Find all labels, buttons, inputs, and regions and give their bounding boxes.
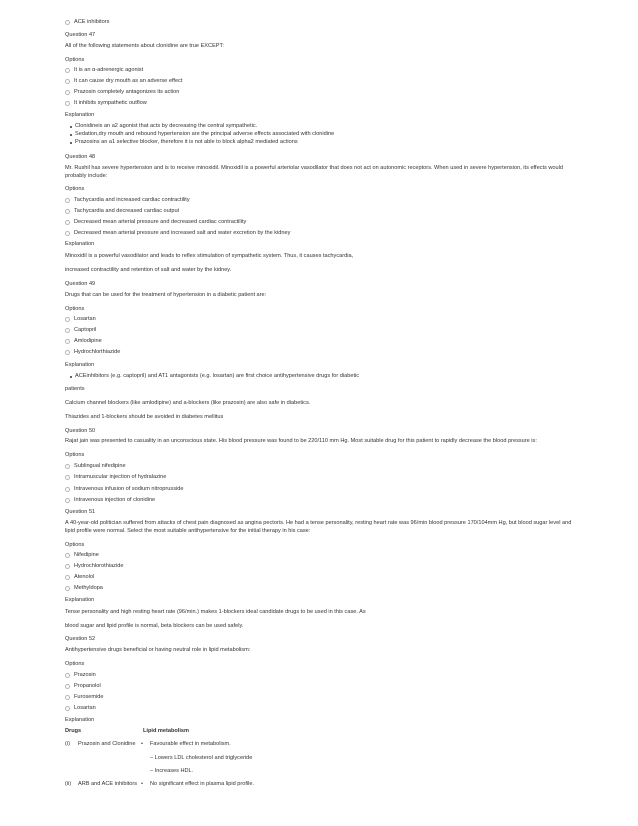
question-52-title: Question 52 [65,636,96,642]
options-label: Options [65,452,85,458]
q47-option-1[interactable]: It is an α-adrenergic agonist [65,67,143,74]
q49-option-2[interactable]: Captopril [65,327,96,334]
table-row-num: (ii) [65,781,72,787]
question-49-title: Question 49 [65,281,96,287]
table-row-effect: – Lowers LDL cholesterol and triglyceride [150,755,253,761]
q47-explanation-bullet: Prazosins an a1 selective blocker, therefore it is not able to block alpha2 mediated actions [75,139,298,145]
radio-icon[interactable] [65,575,70,580]
q51-option-3[interactable]: Atenolol [65,574,94,581]
q49-option-1[interactable]: Losartan [65,316,96,323]
q47-explanation-bullet: Sedation,dry mouth and rebound hypertension are the principal adverse effects associated with clonidine [75,131,335,137]
question-50-text: Rajat jain was presented to casuality in an unconscious state. His blood pressure was found to be 220/110 mm Hg. Most suitable drug for this patient to rapidly decrease the blood pressure is: [65,438,537,444]
q50-option-1[interactable]: Sublingual nifedipine [65,463,126,470]
question-50-title: Question 50 [65,428,96,434]
table-row-bullet: • [141,781,143,787]
question-52-text: Antihypertensive drugs beneficial or having neutral role in lipid metabolism: [65,647,251,653]
options-label: Options [65,57,85,63]
q49-explanation-line: Thiazides and 1-blockers should be avoided in diabetes mellitus [65,414,224,420]
q52-option-1[interactable]: Prazosin [65,672,96,679]
radio-icon[interactable] [65,464,70,469]
q48-explanation-line: Minoxidil is a powerful vasodilator and leads to reflex stimulation of sympathetic system. Thus, it causes tachycardia, [65,253,354,259]
q47-option-4[interactable]: It inhibits sympathetic outflow [65,100,147,107]
explanation-label: Explanation [65,362,95,368]
radio-icon[interactable] [65,68,70,73]
options-label: Options [65,542,85,548]
table-row-drug: ARB and ACE inhibitors [78,781,138,787]
radio-icon[interactable] [65,706,70,711]
radio-icon[interactable] [65,328,70,333]
q48-option-2[interactable]: Tachycardia and decreased cardiac output [65,208,179,215]
q48-option-4[interactable]: Decreased mean arterial pressure and increased salt and water excretion by the kidney [65,230,290,237]
options-label: Options [65,661,85,667]
q51-explanation-line: blood sugar and lipid profile is normal, beta blockers can be used safely. [65,623,244,629]
q51-option-2[interactable]: Hydrochlorothiazide [65,563,123,570]
radio-icon[interactable] [65,586,70,591]
q48-explanation-line: increased contractility and retention of salt and water by the kidney. [65,267,232,273]
q49-option-4[interactable]: Hydrochlorthiazide [65,349,120,356]
table-row-effect: – Increases HDL. [150,768,194,774]
radio-icon[interactable] [65,317,70,322]
explanation-label: Explanation [65,717,95,723]
radio-icon[interactable] [65,90,70,95]
question-47-title: Question 47 [65,32,96,38]
explanation-label: Explanation [65,112,95,118]
q51-option-4[interactable]: Methyldopa [65,585,103,592]
radio-icon[interactable] [65,20,70,25]
q50-option-2[interactable]: Intramuscular injection of hydralazine [65,474,166,481]
table-header-lipid: Lipid metabolism [143,728,189,734]
q47-option-2[interactable]: It can cause dry mouth as an adverse effect [65,78,182,85]
options-label: Options [65,186,85,192]
q48-option-3[interactable]: Decreased mean arterial pressure and decreased cardiac contractility [65,219,246,226]
radio-icon[interactable] [65,231,70,236]
q49-explanation-line: Calcium channel blockers (like amlodipine) and a-blockers (like prazosin) are also safe in diabetics. [65,400,311,406]
q49-option-3[interactable]: Amlodipine [65,338,102,345]
table-row-drug: Prazosin and Clonidine [78,741,136,747]
radio-icon[interactable] [65,350,70,355]
table-row-effect: Favourable effect in metabolism. [150,741,231,747]
explanation-label: Explanation [65,597,95,603]
q50-option-4[interactable]: Intravenous injection of clonidine [65,497,155,504]
radio-icon[interactable] [65,673,70,678]
radio-icon[interactable] [65,209,70,214]
q50-option-3[interactable]: Intravenous infusion of sodium nitroprusside [65,486,183,493]
question-49-text: Drugs that can be used for the treatment of hypertension in a diabetic patient are: [65,292,267,298]
q52-option-4[interactable]: Losartan [65,705,96,712]
q47-explanation-bullet: Clonidineis an a2 agonist that acts by decreasing the central sympathetic. [75,123,258,129]
q51-option-1[interactable]: Nifedipine [65,552,99,559]
table-header-drugs: Drugs [65,728,82,734]
table-row-bullet: • [141,741,143,747]
q51-explanation-line: Tense personality and high resting heart rate (96/min.) makes 1-blockers ideal candidate drugs to be used in this case. As [65,609,366,615]
q52-option-3[interactable]: Furosemide [65,694,104,701]
radio-icon[interactable] [65,79,70,84]
radio-icon[interactable] [65,339,70,344]
options-label: Options [65,306,85,312]
question-51-text: A 40-year-old politician suffered from attacks of chest pain diagnosed as angina pectoris. He had a tense personality, resting heart rate was 96/min blood pressure 170/104mm Hg, but blood sugar level and lipid profile were normal. Select the most suitable antihypertensive for the initial therapy in his case: [65,520,572,534]
radio-icon[interactable] [65,695,70,700]
radio-icon[interactable] [65,101,70,106]
q52-option-2[interactable]: Propanolol [65,683,101,690]
radio-icon[interactable] [65,498,70,503]
explanation-label: Explanation [65,241,95,247]
radio-icon[interactable] [65,553,70,558]
radio-icon[interactable] [65,198,70,203]
option-ace-inhibitors[interactable]: ACE inhibitors [65,19,109,26]
radio-icon[interactable] [65,220,70,225]
table-row-num: (i) [65,741,70,747]
radio-icon[interactable] [65,475,70,480]
question-48-title: Question 48 [65,154,96,160]
q47-option-3[interactable]: Prazosin completely antagonizes its action [65,89,179,96]
question-51-title: Question 51 [65,509,96,515]
q48-option-1[interactable]: Tachycardia and increased cardiac contractility [65,197,190,204]
radio-icon[interactable] [65,684,70,689]
question-48-text: Mr. Rushil has severe hypertension and is to receive minoxidil. Minoxidil is a powerful arteriolar vasodilator that does not act on autonomic receptors. When used in severe hypertension, its effects would probably include: [65,165,563,179]
radio-icon[interactable] [65,487,70,492]
q49-explanation-line: patients [65,386,85,392]
question-47-text: All of the following statements about clonidine are true EXCEPT: [65,43,224,49]
radio-icon[interactable] [65,564,70,569]
q49-explanation-bullet: ACEinhibitors (e.g. captopril) and AT1 antagonists (e.g. losartan) are first choice antihypertensive drugs for diabetic [75,373,360,379]
table-row-effect: No significant effect in plasma lipid profile. [150,781,255,787]
